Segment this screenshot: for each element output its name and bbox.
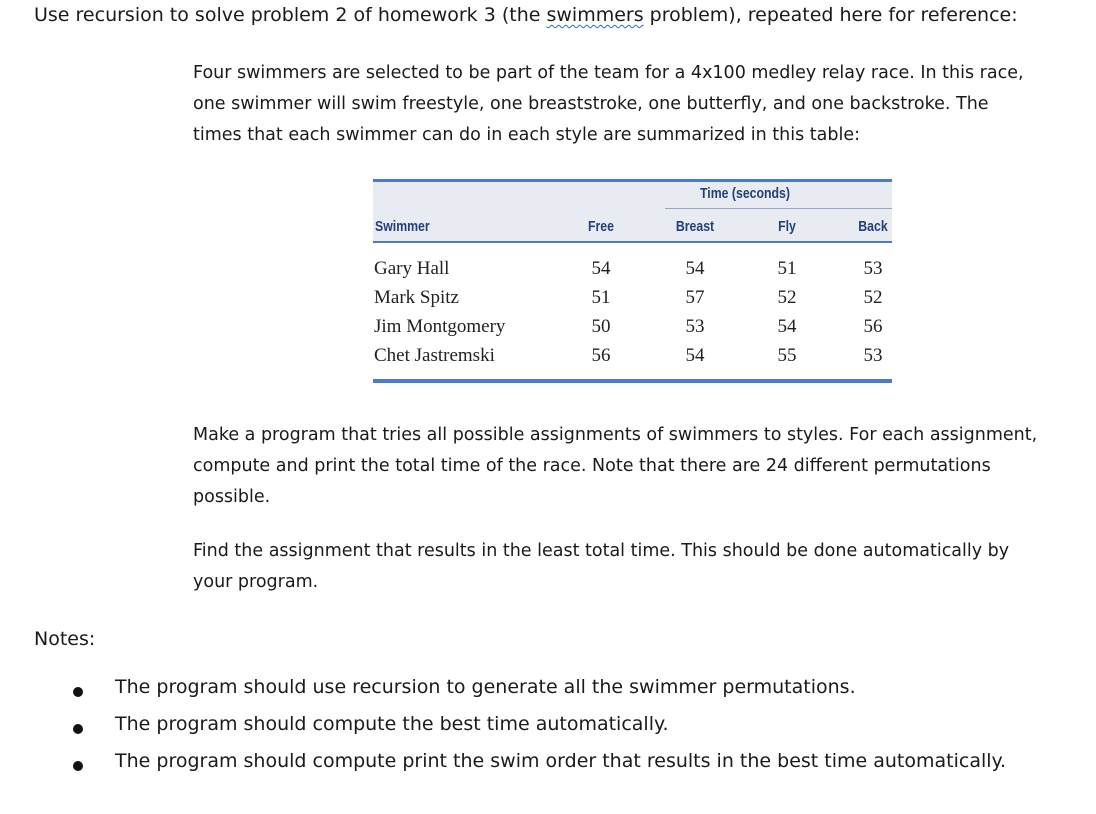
time-cell: 51 — [591, 287, 611, 308]
list-item — [0, 750, 1096, 787]
table-header-background — [373, 182, 892, 242]
list-item — [0, 713, 1096, 750]
time-cell: 56 — [591, 345, 611, 366]
description-line: times that each swimmer can do in each style are summarized in this table: — [193, 125, 860, 145]
task-line: possible. — [193, 487, 271, 507]
column-header-back: Back — [858, 218, 888, 235]
list-item-text: The program should use recursion to generate all the swimmer permutations. — [115, 676, 856, 698]
column-header-breast: Breast — [675, 218, 715, 235]
description-line: Four swimmers are selected to be part of the team for a 4x100 medley relay race. In this race, — [193, 63, 1024, 83]
time-cell: 50 — [591, 316, 611, 337]
intro-text-end: problem), repeated here for reference: — [643, 4, 1018, 26]
problem-description — [193, 58, 1024, 151]
swimmer-name: Jim Montgomery — [374, 316, 506, 337]
bullet-icon — [73, 761, 83, 771]
goal-line: Find the assignment that results in the least total time. This should be done automatically by — [193, 541, 1010, 561]
goal-line: your program. — [193, 572, 319, 592]
time-cell: 54 — [685, 258, 705, 279]
list-item-text: The program should compute print the swim order that results in the best time automatically. — [115, 750, 1007, 772]
time-cell: 54 — [777, 316, 797, 337]
swimmer-times-table — [373, 179, 892, 384]
time-cell: 52 — [863, 287, 883, 308]
time-cell: 54 — [685, 345, 705, 366]
time-group-header: Time (seconds) — [699, 185, 790, 202]
time-cell: 56 — [863, 316, 883, 337]
time-cell: 54 — [591, 258, 611, 279]
intro-text-start: Use recursion to solve problem 2 of homework 3 (the — [34, 4, 547, 26]
column-header-free: Free — [588, 218, 614, 235]
table-header-rule — [373, 241, 892, 243]
bullet-icon — [73, 687, 83, 697]
task-line: compute and print the total time of the race. Note that there are 24 different permutations — [193, 456, 991, 476]
list-item-text: The program should compute the best time automatically. — [115, 713, 669, 735]
time-cell: 53 — [863, 345, 883, 366]
time-cell: 53 — [685, 316, 705, 337]
column-header-fly: Fly — [778, 218, 796, 235]
notes-heading: Notes: — [34, 628, 96, 650]
task-paragraph — [193, 420, 1037, 513]
swimmer-name: Mark Spitz — [374, 287, 459, 308]
bullet-icon — [73, 724, 83, 734]
time-cell: 51 — [777, 258, 797, 279]
time-cell: 55 — [777, 345, 797, 366]
table-bottom-rule — [373, 379, 892, 383]
time-cell: 57 — [685, 287, 705, 308]
swimmer-name: Gary Hall — [374, 258, 450, 279]
list-item — [0, 676, 1096, 713]
goal-paragraph — [193, 536, 1009, 598]
column-header-swimmer: Swimmer — [375, 218, 430, 235]
time-cell: 52 — [777, 287, 797, 308]
intro-paragraph — [34, 4, 1018, 26]
description-line: one swimmer will swim freestyle, one breaststroke, one butterfly, and one backstroke. The — [193, 94, 989, 114]
task-line: Make a program that tries all possible assignments of swimmers to styles. For each assignment, — [193, 425, 1038, 445]
swimmer-name: Chet Jastremski — [374, 345, 495, 366]
spellcheck-flagged-word[interactable]: swimmers — [546, 4, 644, 26]
table-group-rule — [665, 208, 892, 209]
time-cell: 53 — [863, 258, 883, 279]
